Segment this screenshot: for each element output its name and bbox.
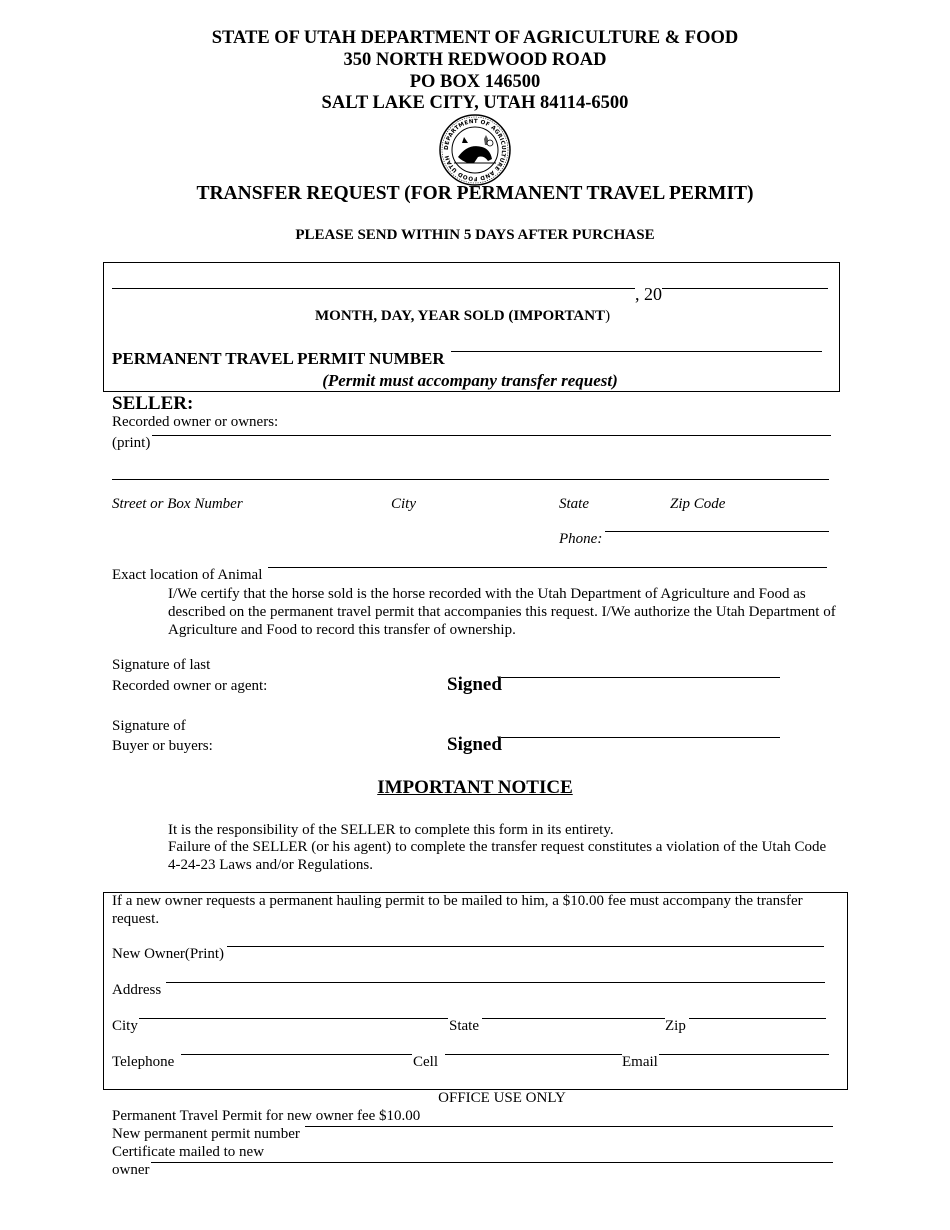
new-owner-state-line[interactable] — [482, 1018, 665, 1019]
important-notice-heading: IMPORTANT NOTICE — [377, 777, 573, 798]
telephone-label: Telephone — [112, 1054, 175, 1070]
buyer-signature-line[interactable] — [501, 737, 780, 738]
state-label: State — [559, 496, 589, 512]
cell-line[interactable] — [445, 1054, 622, 1055]
new-owner-city-line[interactable] — [139, 1018, 448, 1019]
permit-number-label: PERMANENT TRAVEL PERMIT NUMBER — [112, 349, 445, 368]
telephone-line[interactable] — [181, 1054, 412, 1055]
form-title: TRANSFER REQUEST (FOR PERMANENT TRAVEL PERMIT) — [196, 183, 754, 204]
owner-signed-label: Signed — [447, 674, 502, 695]
animal-location-line[interactable] — [268, 567, 827, 568]
date-caption-paren: ) — [605, 308, 611, 324]
permit-note: (Permit must accompany transfer request) — [322, 371, 618, 390]
sale-date-line[interactable] — [112, 288, 635, 289]
animal-location-label: Exact location of Animal — [112, 567, 263, 583]
new-owner-state-label: State — [449, 1018, 479, 1034]
agency-name: STATE OF UTAH DEPARTMENT OF AGRICULTURE & FOOD — [211, 28, 739, 48]
seal-text: DEPARTMENT OF AGRICULTURE AND FOOD UTAH — [443, 118, 507, 182]
recorded-owners-label: Recorded owner or owners: — [112, 414, 279, 430]
buyer-signed-label: Signed — [447, 734, 502, 755]
date-caption — [315, 308, 610, 325]
new-owner-city-label: City — [112, 1018, 138, 1034]
agency-city: SALT LAKE CITY, UTAH 84114-6500 — [321, 93, 629, 113]
print-label: (print) — [112, 435, 151, 451]
new-permit-number-line[interactable] — [305, 1126, 833, 1127]
new-owner-zip-label: Zip — [665, 1018, 686, 1034]
owner-signature-label-1: Signature of last — [112, 657, 211, 673]
seller-heading: SELLER: — [112, 393, 194, 414]
street-label: Street or Box Number — [112, 496, 243, 512]
certification-text: I/We certify that the horse sold is the horse recorded with the Utah Department of Agriculture and Food as described on the permanent travel permit that accompanies this request. I/We authorize the Utah Department of Agriculture and Food to record this transfer of ownership. — [168, 586, 836, 638]
seller-name-line[interactable] — [152, 435, 831, 436]
sale-year-line[interactable] — [662, 288, 828, 289]
new-owner-intro: If a new owner requests a permanent hauling permit to be mailed to him, a $10.00 fee must accompany the transfer request. — [112, 893, 803, 927]
phone-label: Phone: — [559, 531, 603, 547]
seller-address-line[interactable] — [112, 479, 829, 480]
notice-line-1: It is the responsibility of the SELLER to complete this form in its entirety. — [168, 822, 614, 838]
agency-po-box: PO BOX 146500 — [409, 72, 541, 92]
address-label: Address — [112, 982, 162, 998]
new-permit-number-label: New permanent permit number — [112, 1126, 300, 1142]
email-line[interactable] — [659, 1054, 829, 1055]
office-fee-line: Permanent Travel Permit for new owner fee $10.00 — [112, 1108, 421, 1124]
new-owner-zip-line[interactable] — [689, 1018, 826, 1019]
certificate-mailed-label-2: owner — [112, 1162, 150, 1178]
department-seal-icon — [438, 113, 512, 187]
office-use-heading: OFFICE USE ONLY — [438, 1090, 566, 1106]
city-label: City — [391, 496, 416, 512]
email-label: Email — [622, 1054, 658, 1070]
certificate-mailed-label-1: Certificate mailed to new — [112, 1144, 265, 1160]
year-prefix: , 20 — [635, 284, 662, 304]
certificate-mailed-line[interactable] — [151, 1162, 833, 1163]
form-subtitle: PLEASE SEND WITHIN 5 DAYS AFTER PURCHASE — [295, 227, 655, 243]
date-caption-text: MONTH, DAY, YEAR SOLD (IMPORTANT — [315, 308, 606, 324]
buyer-signature-label-1: Signature of — [112, 718, 186, 734]
new-owner-label: New Owner(Print) — [112, 946, 225, 962]
seller-phone-line[interactable] — [605, 531, 829, 532]
buyer-signature-label-2: Buyer or buyers: — [112, 738, 213, 754]
address-line[interactable] — [166, 982, 825, 983]
owner-signature-line[interactable] — [501, 677, 780, 678]
agency-street: 350 NORTH REDWOOD ROAD — [343, 50, 607, 70]
owner-signature-label-2: Recorded owner or agent: — [112, 678, 268, 694]
new-owner-line[interactable] — [227, 946, 824, 947]
permit-number-line[interactable] — [451, 351, 822, 352]
cell-label: Cell — [413, 1054, 438, 1070]
zip-label: Zip Code — [670, 496, 726, 512]
notice-line-2: Failure of the SELLER (or his agent) to complete the transfer request constitutes a violation of the Utah Code 4-24-23 Laws and/or Regulations. — [168, 839, 827, 873]
